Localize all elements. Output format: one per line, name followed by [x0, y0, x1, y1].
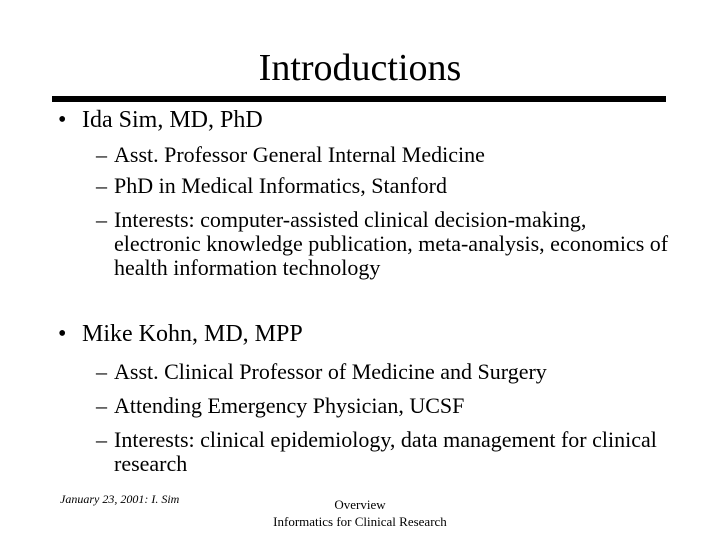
subitem	[96, 360, 547, 384]
subitem-text: PhD in Medical Informatics, Stanford	[114, 173, 447, 198]
subitem	[96, 208, 676, 280]
bullet-mike-kohn	[58, 320, 303, 348]
bullet-marker: •	[58, 107, 67, 133]
subitem-text: Attending Emergency Physician, UCSF	[114, 393, 465, 418]
bullet-ida-sim	[58, 106, 263, 134]
bullet-text: Mike Kohn, MD, MPP	[82, 321, 303, 347]
sub-marker: –	[96, 427, 107, 452]
sub-marker: –	[96, 142, 107, 167]
subitem	[96, 143, 485, 167]
footer-center	[230, 496, 490, 530]
sub-marker: –	[96, 359, 107, 384]
subitem-text: Interests: computer-assisted clinical decision-making, electronic knowledge publication, meta-analysis, economics of health information technology	[114, 207, 669, 280]
subitem-text: Asst. Clinical Professor of Medicine and Surgery	[114, 359, 547, 384]
subitem-text: Interests: clinical epidemiology, data management for clinical research	[114, 427, 657, 476]
sub-marker: –	[96, 173, 107, 198]
footer-date-author: January 23, 2001: I. Sim	[60, 492, 180, 506]
sub-marker: –	[96, 207, 107, 232]
bullet-marker: •	[58, 321, 67, 347]
title-underline	[52, 96, 666, 102]
footer-section: Overview	[334, 497, 386, 512]
footer-course: Informatics for Clinical Research	[273, 514, 447, 529]
sub-marker: –	[96, 393, 107, 418]
subitem	[96, 428, 686, 476]
bullet-text: Ida Sim, MD, PhD	[82, 107, 263, 133]
subitem	[96, 394, 464, 418]
subitem	[96, 174, 447, 198]
subitem-text: Asst. Professor General Internal Medicine	[114, 142, 485, 167]
slide-title: Introductions	[258, 47, 462, 89]
